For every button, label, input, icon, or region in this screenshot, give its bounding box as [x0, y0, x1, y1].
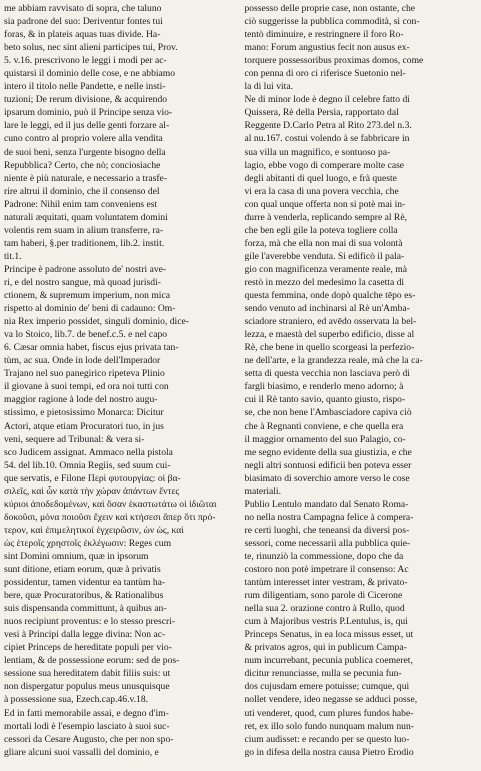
- text-line: niente è più naturale, e necessario a trasfe-: [4, 172, 168, 184]
- text-line: ret, ex illo solo fundo nunquam malum nun-: [244, 720, 414, 732]
- text-line: degli abitanti di quel luogo, e frà queste: [244, 172, 397, 184]
- text-line: ri, e del nostro sangue, mà quoad jurisdi-: [4, 276, 161, 288]
- text-line: lagio, ebbe vogo di comperare molte case: [244, 159, 405, 171]
- text-line: mano: Forum angustius fecit non ausus ex-: [244, 42, 410, 54]
- text-line: tentò diminuire, e restringnere il foro Ro-: [244, 29, 404, 41]
- text-line: che ben egli gile la poteva togliere colla: [244, 224, 398, 236]
- text-line: materiali.: [244, 485, 281, 497]
- text-line: gile l'averebbe venduta. Si edificò il pala-: [244, 250, 405, 262]
- text-line: cuno contro al proprio volere alla vendita: [4, 133, 163, 145]
- text-line: Actori, atque etiam Procuratori tuo, in jus: [4, 420, 164, 432]
- text-line: il giovane à suoi tempi, ed ora noi tutti con: [4, 381, 169, 393]
- text-line: tam haberi, §.per traditionem, lib.2. instit.: [4, 237, 165, 249]
- text-line: num incurrebant, pecunia publica coemeret,: [244, 655, 413, 667]
- text-line: nia Rex imperio possidet, singuli dominio, dice-: [4, 316, 189, 328]
- text-line: me abbiam ravvisato di sopra, che taluno: [4, 3, 162, 14]
- text-line: sessori, come necessarii alla pubblica quie-: [244, 537, 411, 549]
- text-line: volentis rem suam in alium transferre, ra-: [4, 224, 164, 236]
- text-line: Rè, che bene in quello scorgeasi la perfezio-: [244, 342, 415, 354]
- text-line: que servatis, e Filone Περὶ φυτουργίας: οἱ βα-: [4, 472, 181, 484]
- text-line: de suoi beni, senza l'urgente bisogno della: [4, 146, 166, 158]
- text-line: al nu.167. costui volendo à se fabbricare in: [244, 133, 410, 145]
- left-column: [4, 2, 237, 771]
- text-line: go in difesa della nostra causa Pietro Erodio: [244, 746, 414, 758]
- text-line: ciò suggerisse la pubblica commodità, si con-: [244, 16, 420, 28]
- text-line: maggior ragione à lode del nostro augu-: [4, 394, 158, 406]
- text-line: tantùm interesset inter vestram, & privato-: [244, 577, 408, 589]
- text-line: cui il Rè tanto savio, quanto giusto, rispo-: [244, 394, 406, 406]
- text-line: rispetto al dominio de' beni di cadauno: Om-: [4, 303, 176, 315]
- text-line: non dispergatur populus meus unusquisque: [4, 681, 170, 693]
- text-line: sendo venuto ad inchinarsi al Rè un'Amba-: [244, 303, 410, 315]
- text-line: lare le leggi, ed il jus delle genti forzare al-: [4, 120, 170, 132]
- text-line: con qual unque offerta non si potè mai in-: [244, 198, 406, 210]
- text-line: va lo Stoico, lib.7. de benef.c.5. e nel capo: [4, 329, 168, 341]
- text-line: Ed in fatti memorabile assai, e degno d'im-: [4, 707, 169, 719]
- text-line: σιλεῖς, καὶ ὧν κατὰ τὴν χώραν ἁπάντων ἔντες: [4, 485, 180, 497]
- text-line: Publio Lentulo mandato dal Senato Roma-: [244, 498, 409, 510]
- text-line: nollet vendere, ideo negasse se adduci posse,: [244, 694, 418, 706]
- text-line: veni, sequere ad Tribunal: & vera si-: [4, 433, 145, 445]
- text-line: Trajano nel suo panegirico ripeteva Plinio: [4, 368, 165, 380]
- text-line: vi era la casa di una povera vecchia, che: [244, 185, 399, 197]
- text-line: dos cujusdam emere potuisse; cumque, qui: [244, 681, 410, 693]
- text-line: δοκοῦσι, μόνα ποιοῦσι ἔχειν καὶ κτήσεσι ἄπερ ὅτι πρό-: [4, 511, 216, 523]
- text-line: durre à venderla, replicando sempre al Rè,: [244, 211, 407, 223]
- text-line: dicitur renunciasse, nulla se pecunia fun-: [244, 668, 402, 680]
- text-line: nella sua 2. orazione contro à Rullo, quod: [244, 603, 405, 615]
- text-line: Reggente D.Carlo Petra al Rito 273.del n.3.: [244, 120, 412, 132]
- text-line: te, rinunziò la commessione, dopo che da: [244, 550, 404, 562]
- text-line: suis dispensanda committunt, à quibus an-: [4, 603, 167, 615]
- text-line: gliare alcuni suoi vassalli del dominio, e: [4, 746, 159, 758]
- text-line: beto solus, nec sint alieni participes tui, Prov.: [4, 42, 178, 54]
- text-line: sco Judicem assignat. Ammaco nella pistola: [4, 446, 173, 458]
- text-line: setta di questa vecchia non lasciava però di: [244, 368, 410, 380]
- text-line: rire altrui il dominio, che il consenso del: [4, 185, 160, 197]
- text-line: tuzioni; De rerum divisione, & acquirendo: [4, 94, 168, 106]
- text-line: ὡς ἑτεροῖς χρηστοῖς ἐκλέγωσιν: Reges cum: [4, 537, 172, 549]
- text-line: con penna di oro ci riferisce Suetonio nel-: [244, 68, 406, 80]
- text-columns: [4, 2, 477, 771]
- text-line: tùm, ac sua. Onde in lode dell'Imperador: [4, 355, 161, 367]
- text-line: il maggior ornamento del suo Palagio, co-: [244, 433, 406, 445]
- text-line: 54. del lib.10. Omnia Regiis, sed suum cui-: [4, 459, 171, 471]
- text-line: quistarsi il dominio delle cose, e ne abbiamo: [4, 68, 176, 80]
- text-line: sia padrone del suo: Deriventur fontes tui: [4, 16, 163, 28]
- text-line: sua villa un magnifico, e sontuoso pa-: [244, 146, 391, 158]
- text-line: Repubblica? Certo, che nò; conciosiache: [4, 159, 161, 171]
- text-line: questa femmina, onde dopò qualche tēpo es-: [244, 290, 416, 302]
- text-line: naturali æquitati, quam voluntatem domini: [4, 211, 168, 223]
- text-line: foras, & in plateis aquas tuas divide. Ha-: [4, 29, 161, 41]
- text-line: restò in mezzo del medesimo la casetta di: [244, 276, 405, 288]
- text-line: sint Domini omnium, quæ in ipsorum: [4, 550, 149, 562]
- text-line: fargli biasimo, e renderlo meno adorno; à: [244, 381, 404, 393]
- text-line: cium audisset: e recando per se questo luo-: [244, 733, 410, 745]
- text-line: lentiam, & de possessione eorum: sed de pos-: [4, 655, 180, 667]
- text-line: cessori da Cesare Augusto, che per non spo-: [4, 733, 174, 745]
- text-line: la di lui vita.: [244, 81, 293, 93]
- text-line: stissimo, e pietosissimo Monarca: Dicitur: [4, 407, 164, 419]
- text-line: sciadore straniero, ed avēdo osservata la bel-: [244, 316, 417, 328]
- text-line: Princeps Senatus, in ea loca missus esset, ut: [244, 629, 414, 641]
- text-line: possesso delle proprie case, non ostante, che: [244, 3, 416, 14]
- text-line: 5. v.16. prescrivono le leggi i modi per ac-: [4, 55, 167, 67]
- text-line: τερον, καὶ ἐπιμελητικοί ἐγχειρῶσιν, ὡν ὡς, καὶ: [4, 524, 184, 536]
- text-line: tit.1.: [4, 250, 22, 262]
- text-line: cipiet Princeps de hereditate populi per vio-: [4, 642, 172, 654]
- text-line: intero il titolo nelle Pandette, e nelle insti-: [4, 81, 166, 93]
- text-line: sessione sua hereditatem dabit filiis suis: ut: [4, 668, 171, 680]
- text-line: bere, quæ Procuratoribus, & Rationalibus: [4, 590, 164, 602]
- text-line: possidentur, tamen videntur ea tantùm ha-: [4, 577, 166, 589]
- text-line: ne dell'arte, e la grandezza reale, mà che la ca-: [244, 355, 423, 367]
- text-line: torquere possessoribus proximas domos, come: [244, 55, 424, 67]
- text-line: Padrone: Nihil enim tam conveniens est: [4, 198, 158, 210]
- text-line: ctionem, & supremum imperium, non mica: [4, 290, 170, 302]
- text-line: Quissera, Rè della Persia, rapportato dal: [244, 107, 399, 119]
- text-line: se, che non bene l'Ambasciadore capiva ciò: [244, 407, 412, 419]
- text-line: sunt ditione, etiam eorum, quæ à privatis: [4, 564, 161, 576]
- text-line: Principe è padrone assoluto de' nostri ave-: [4, 263, 167, 275]
- text-line: biasimato di soverchio amore verso le cose: [244, 472, 410, 484]
- text-line: ipsarum dominio, può il Principe senza vio-: [4, 107, 173, 119]
- text-line: re certi luoghi, che teneansi da diversi pos-: [244, 524, 410, 536]
- text-line: no nella nostra Campagna felice à compera-: [244, 511, 414, 523]
- text-line: nuos recipiunt proventus: e lo stesso prescri-: [4, 616, 176, 628]
- text-line: forza, mà che ella non mai di sua volontà: [244, 237, 403, 249]
- text-line: negli altri sontuosi edificii ben poteva esser: [244, 459, 412, 471]
- text-line: gio con magnificenza veramente reale, mà: [244, 263, 407, 275]
- text-line: κύριοι ἀποδεδομένων, καὶ ὅσαν ἑκαστωτάτω οἱ ἰδιῶται: [4, 498, 217, 510]
- text-line: à possessione sua, Ezech.cap.46.v.18.: [4, 694, 149, 706]
- text-line: rum diligentiam, sono parole di Cicerone: [244, 590, 403, 602]
- text-line: vesi à Principi dalla legge divina: Non ac-: [4, 629, 166, 641]
- right-column: [245, 2, 478, 771]
- text-line: & privatos agros, qui in publicum Campa-: [244, 642, 407, 654]
- text-line: uti venderet, quod, cum plures fundos habe-: [244, 707, 414, 719]
- text-line: Ne di minor lode è degno il celebre fatto di: [244, 94, 410, 106]
- text-line: 6. Cæsar omnia habet, fiscus ejus privata tan-: [4, 342, 179, 354]
- text-line: me segno evidente della sua giustizia, e che: [244, 446, 412, 458]
- text-line: mortali lodi è l'esempio lasciato à suoi suc-: [4, 720, 170, 732]
- text-line: cum à Majoribus vestris P.Lentulus, is, qui: [244, 616, 408, 628]
- text-line: che à Regnanti conviene, e che quella era: [244, 420, 404, 432]
- text-line: lezza, e maestà del superbo edificio, disse al: [244, 329, 415, 341]
- text-line: costoro non potè impetrare il consenso: Ac: [244, 564, 409, 576]
